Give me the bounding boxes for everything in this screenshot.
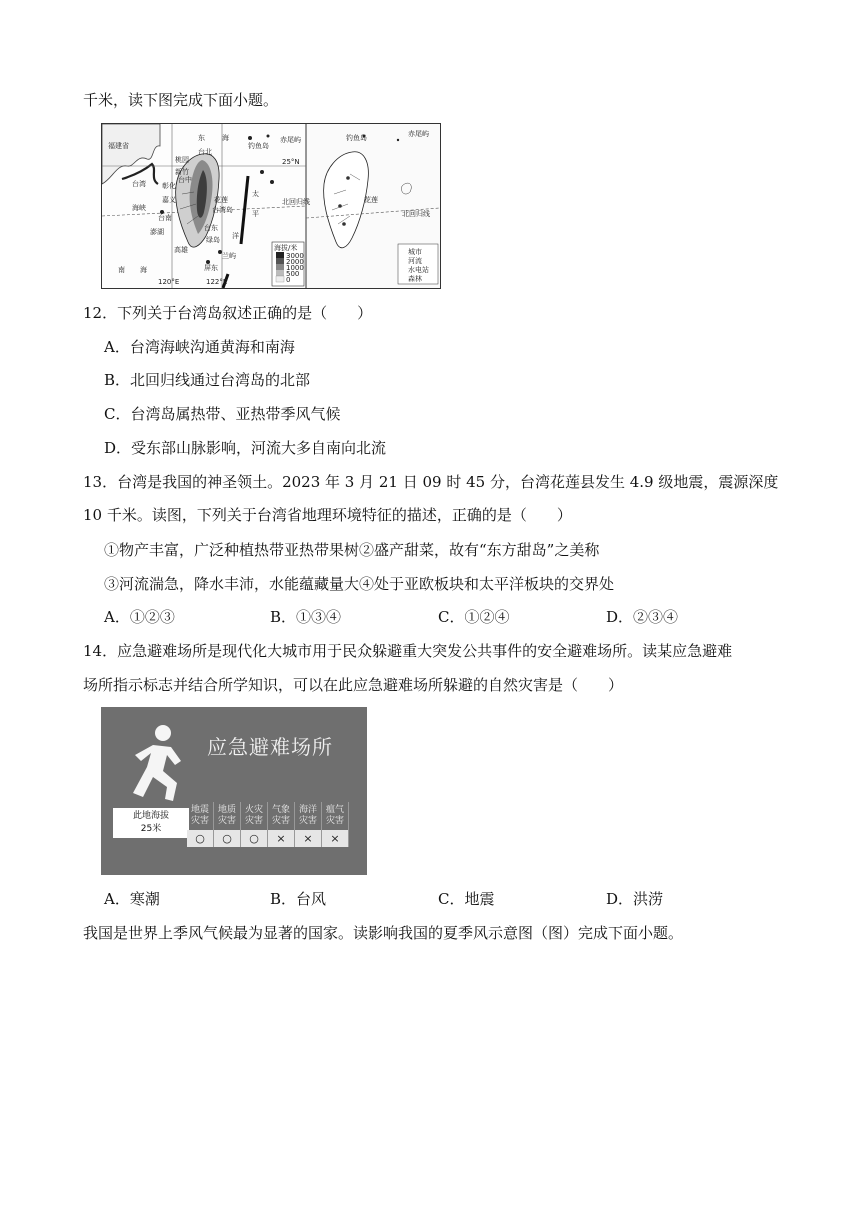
map-label-25n: 25°N — [282, 158, 300, 166]
emergency-shelter-sign — [101, 707, 367, 875]
taiwan-map — [102, 124, 440, 288]
map-label-hsinchu: 新竹 — [175, 168, 189, 176]
q13-statements-line2: ③河流湍急，降水丰沛，水能蕴藏量大④处于亚欧板块和太平洋板块的交界处 — [104, 575, 615, 593]
map-label-chiwei: 赤尾屿 — [280, 136, 301, 144]
map-label-strait: 海峡 — [132, 204, 146, 212]
hazard-header: 气象 灾害 — [268, 802, 295, 830]
q12-option-b: B．北回归线通过台湾岛的北部 — [104, 371, 311, 389]
q12-option-c: C．台湾岛属热带、亚热带季风气候 — [104, 405, 341, 423]
map-label-changhua: 彰化 — [162, 182, 176, 190]
right-legend-river: 河流 — [408, 257, 422, 265]
q13-choice-d: D．②③④ — [606, 608, 679, 626]
map-label-taiwan: 台湾 — [132, 180, 146, 188]
hazard-mark: ○ — [241, 830, 268, 847]
hazard-header: 火灾 灾害 — [241, 802, 268, 830]
map-label-yang: 洋 — [232, 232, 239, 240]
map-label-120e: 120°E — [158, 278, 180, 286]
q14-stem-line2: 场所指示标志并结合所学知识，可以在此应急避难场所躲避的自然灾害是（ ） — [83, 676, 624, 694]
next-section-intro: 我国是世界上季风气候最为显著的国家。读影响我国的夏季风示意图（图）完成下面小题。 — [83, 924, 684, 942]
q13-choice-b: B．①③④ — [270, 608, 342, 626]
altitude-line2: 25米 — [140, 824, 162, 834]
map-label-green-island: 绿岛 — [206, 236, 220, 244]
q14-choice-d: D．洪涝 — [606, 890, 664, 908]
q13-stem-line1: 13．台湾是我国的神圣领土。2023 年 3 月 21 日 09 时 45 分，台湾花莲县发生 4.9 级地震，震源深度 — [83, 473, 779, 491]
q12-option-a: A．台湾海峡沟通黄海和南海 — [104, 338, 295, 356]
map-label-diaoyu: 钓鱼岛 — [248, 142, 269, 150]
hazard-mark: × — [295, 830, 322, 847]
taiwan-map-figure — [101, 123, 441, 289]
hazard-header: 瘟气 灾害 — [322, 802, 349, 830]
q14-choice-b: B．台风 — [270, 890, 327, 908]
legend-title: 海拔/米 — [274, 244, 298, 252]
q14-choice-a: A．寒潮 — [104, 890, 160, 908]
map-label-kaohsiung: 高雄 — [174, 246, 188, 254]
hazard-mark: × — [268, 830, 295, 847]
map-label-penghu: 澎湖 — [150, 228, 164, 236]
map-label-hualien: 花莲 — [214, 196, 228, 204]
q12-option-d: D．受东部山脉影响，河流大多自南向北流 — [104, 439, 387, 457]
q14-choice-c: C．地震 — [438, 890, 495, 908]
map-label-pingtung: 屏东 — [204, 264, 218, 272]
legend-value: 500 — [286, 270, 300, 278]
map-label-lanyu: 兰屿 — [222, 252, 236, 260]
running-person-icon — [115, 721, 195, 811]
altitude-label — [113, 808, 189, 838]
right-label-hualien: 花莲 — [364, 196, 378, 204]
right-legend-city: 城市 — [408, 248, 422, 256]
map-label-122e: 122°E — [206, 278, 228, 286]
map-label-ping: 平 — [252, 210, 259, 218]
map-label-taichung: 台中 — [178, 176, 192, 184]
intro-text: 千米，读下图完成下面小题。 — [83, 91, 279, 109]
map-label-east: 东 — [198, 134, 205, 142]
hazard-mark: ○ — [187, 830, 214, 847]
legend-value: 3000 — [286, 252, 304, 260]
map-label-tai: 太 — [252, 190, 259, 198]
right-legend-forest: 森林 — [408, 275, 422, 283]
map-label-sea: 海 — [222, 134, 229, 142]
map-label-tainan: 台南 — [158, 214, 172, 222]
map-label-taiwan-island: 台湾岛 — [212, 206, 233, 214]
q13-choice-c: C．①②④ — [438, 608, 510, 626]
map-label-south-sea: 海 — [140, 266, 147, 274]
map-label-taipei: 台北 — [198, 148, 212, 156]
q13-statements-line1: ①物产丰富，广泛种植热带亚热带果树②盛产甜菜，故有“东方甜岛”之美称 — [104, 541, 600, 559]
map-label-fujian: 福建省 — [108, 142, 129, 150]
hazard-header: 地质 灾害 — [214, 802, 241, 830]
legend-value: 1000 — [286, 264, 304, 272]
hazard-mark: ○ — [214, 830, 241, 847]
map-label-south: 南 — [118, 266, 125, 274]
q13-stem-line2: 10 千米。读图，下列关于台湾省地理环境特征的描述，正确的是（ ） — [83, 506, 572, 524]
hazard-mark: × — [322, 830, 349, 847]
right-label-diaoyu: 钓鱼岛 — [346, 134, 367, 142]
right-label-tropic: 北回归线 — [402, 210, 430, 218]
hazard-header: 地震 灾害 — [187, 802, 214, 830]
right-label-chiwei: 赤尾屿 — [408, 130, 429, 138]
legend-value: 2000 — [286, 258, 304, 266]
hazard-table — [187, 802, 349, 847]
q14-stem-line1: 14．应急避难场所是现代化大城市用于民众躲避重大突发公共事件的安全避难场所。读某应急避难 — [83, 642, 733, 660]
map-label-taoyuan: 桃园 — [175, 156, 189, 164]
map-label-chiayi: 嘉义 — [162, 196, 176, 204]
map-label-tropic: 北回归线 — [282, 198, 310, 206]
right-legend-hydro: 水电站 — [408, 266, 429, 274]
q12-stem: 12．下列关于台湾岛叙述正确的是（ ） — [83, 304, 373, 322]
legend-value: 0 — [286, 276, 291, 284]
sign-title: 应急避难场所 — [207, 735, 333, 759]
q13-choice-a: A．①②③ — [104, 608, 175, 626]
hazard-header: 海洋 灾害 — [295, 802, 322, 830]
map-label-taitung: 台东 — [204, 224, 218, 232]
altitude-line1: 此地海拔 — [132, 811, 169, 821]
